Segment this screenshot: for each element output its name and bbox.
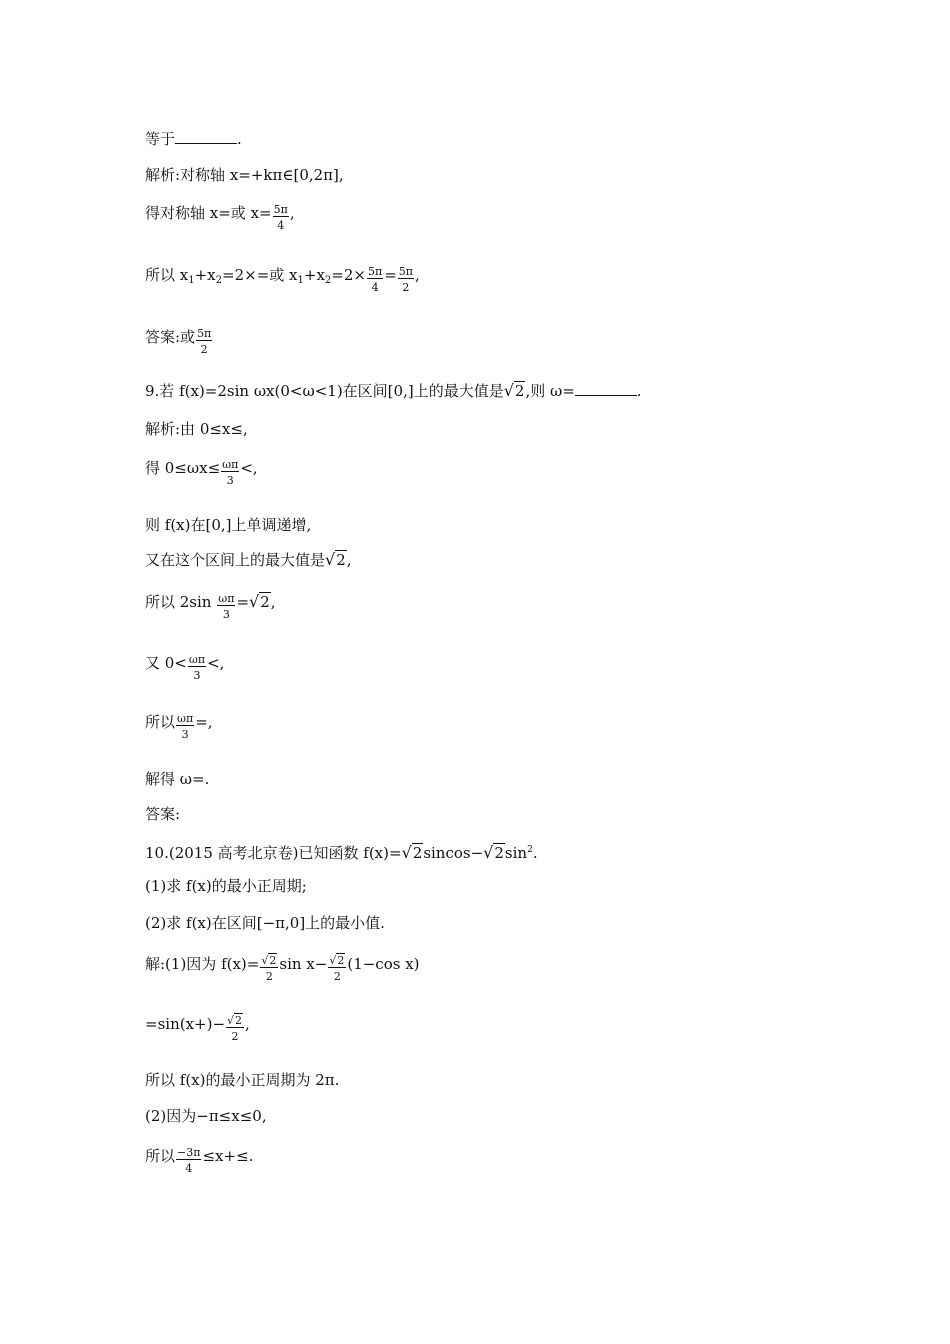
text-line: 所以 $x_1+x_2=2\times=$或 $x_1+x_2=2\times$ $\frac{5\pi}{4}$ = $\frac{5\pi}{2}$ ,	[145, 265, 420, 294]
fraction: $\frac{-3\pi}{4}$	[177, 1146, 201, 1175]
square-root: √2	[249, 592, 270, 611]
text-line: =sin(x+)− $\frac{√2}{2}$ ,	[145, 1014, 250, 1043]
text-line: (2)求 f(x)在区间[−π,0]上的最小值.	[145, 914, 385, 932]
text-line: 得 0≤ωx≤ $\frac{\omega\pi}{3}$ <,	[145, 458, 258, 487]
fraction: $\frac{√2}{2}$	[261, 954, 277, 983]
text-line: 10.(2015 高考北京卷)已知函数 $f(x)=√2sincos-√2\sin^2$.	[145, 843, 538, 862]
text-line: 所以 2sin $\frac{\omega\pi}{3}$ =√2,	[145, 592, 276, 621]
fraction: $\frac{5\pi}{4}$	[273, 203, 288, 232]
fraction: $\frac{5\pi}{2}$	[197, 327, 212, 356]
text-line: 解:(1)因为 f(x)= $\frac{√2}{2}$ sin x− $\frac{√2}{2}$ (1−cos x)	[145, 954, 420, 983]
fraction: $\frac{5\pi}{2}$	[398, 265, 414, 294]
text-line: 答案:	[145, 805, 181, 823]
text-line: 则 f(x)在[0,]上单调递增,	[145, 516, 312, 534]
square-root: √2	[503, 381, 525, 400]
text-line: 得对称轴 x=或 x= $\frac{5\pi}{4}$ ,	[145, 203, 295, 232]
text-line: 9.若 f(x)=2sin ωx(0<ω<1)在区间[0,]上的最大值是√2,则 ω= .	[145, 381, 642, 400]
text-line: (1)求 f(x)的最小正周期;	[145, 877, 307, 895]
fraction: $\frac{\omega\pi}{3}$	[222, 458, 239, 487]
answer-blank	[175, 131, 237, 144]
fraction: $\frac{√2}{2}$	[329, 954, 345, 983]
square-root: √2	[325, 550, 346, 569]
text-line: 所以 f(x)的最小正周期为 2π.	[145, 1071, 340, 1089]
text-line: 解析:由 0≤x≤,	[145, 420, 248, 438]
fraction: $\frac{\omega\pi}{3}$	[218, 592, 235, 621]
text-line: 解析:对称轴 x=+kπ∈[0,2π],	[145, 166, 344, 184]
text-line: 等于 .	[145, 130, 242, 148]
text-line: 所以 $\frac{-3\pi}{4}$ ≤x+≤.	[145, 1146, 254, 1175]
square-root: √2	[483, 843, 504, 862]
text-line: 解得 ω=.	[145, 770, 210, 788]
fraction: $\frac{\omega\pi}{3}$	[188, 653, 206, 682]
text-line: 又 0< $\frac{\omega\pi}{3}$ <,	[145, 653, 225, 682]
square-root: √2	[401, 843, 423, 862]
answer-blank	[575, 383, 637, 396]
fraction: $\frac{√2}{2}$	[227, 1014, 243, 1043]
text-line: (2)因为−π≤x≤0,	[145, 1107, 267, 1125]
text-line: 又在这个区间上的最大值是√2,	[145, 550, 352, 569]
text-line: 所以 $\frac{\omega\pi}{3}$ =,	[145, 712, 213, 741]
fraction: $\frac{\omega\pi}{3}$	[177, 712, 194, 741]
fraction: $\frac{5\pi}{4}$	[367, 265, 383, 294]
text-line: 答案:或 $\frac{5\pi}{2}$	[145, 327, 212, 356]
